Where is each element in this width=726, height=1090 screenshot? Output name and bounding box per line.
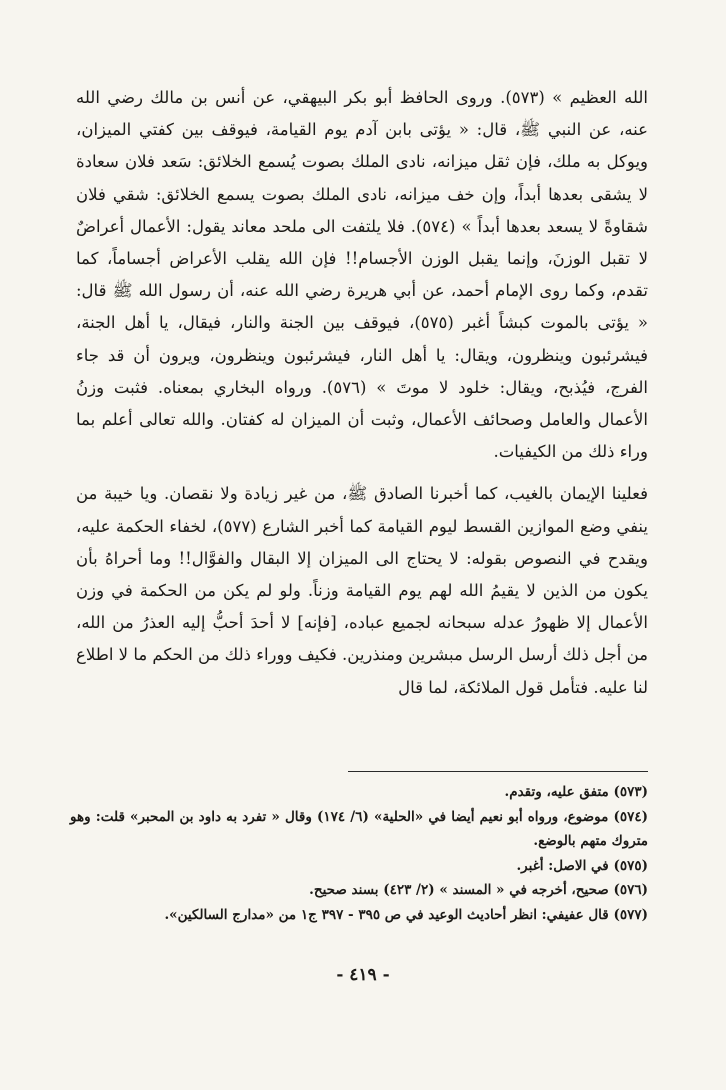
footnote-573: (٥٧٣) متفق عليه، وتقدم. xyxy=(504,784,648,800)
footnote-574: (٥٧٤) موضوع، ورواه أبو نعيم أيضا في «الحلية» (٦/ ١٧٤) وقال « تفرد به داود بن المحبر» قلت: وهو متروك متهم بالوضع. xyxy=(70,808,648,849)
footnote-577: (٥٧٧) قال عفيفي: انظر أحاديث الوعيد في ص ٣٩٥ - ٣٩٧ ج١ من «مدارج السالكين». xyxy=(164,906,648,923)
paragraph-2: فعلينا الإيمان بالغيب، كما أخبرنا الصادق ﷺ، من غير زيادة ولا نقصان. ويا خيبة من ينفي وضع الموازين القسط ليوم القيامة كما أخبر الشارع (٥٧٧)، لخفاء الحكمة عليه، ويقدح في النصوص بقوله: لا يحتاج الى الميزان إلا البقال والفوَّال!! وما أحراهُ بأن يكون من الذين لا يقيمُ الله لهم يوم القيامة وزناً. ولو لم يكن من الحكمة في وزن الأعمال إلا ظهورُ عدله سبحانه لجميع عباده، [فإنه] لا أحدَ أحبُّ إليه العذرُ من الله، من أجل ذلك أرسل الرسل مبشرين ومنذرين. فكيف ووراء ذلك من الحكم ما لا اطلاع لنا عليه. فتأمل قول الملائكة، لما قال xyxy=(76,484,648,697)
main-text xyxy=(76,82,648,704)
footnotes xyxy=(70,780,648,927)
footnote-576: (٥٧٦) صحيح، أخرجه في « المسند » (٢/ ٤٢٣) بسند صحيح. xyxy=(309,882,648,898)
footnote-divider xyxy=(348,771,648,772)
paragraph-1: الله العظيم » (٥٧٣). وروى الحافظ أبو بكر البيهقي، عن أنس بن مالك رضي الله عنه، عن النبي ﷺ، قال: « يؤتى بابن آدم يوم القيامة، فيوقف بين كفتي الميزان، ويوكل به ملك، فإن ثقل ميزانه، نادى الملك بصوت يُسمع الخلائق: سَعد فلان سعادة لا يشقى بعدها أبداً، وإن خف ميزانه، نادى الملك بصوت يسمع الخلائق: شقي فلان شقاوةً لا يسعد بعدها أبداً » (٥٧٤). فلا يلتفت الى ملحد معاند يقول: الأعمال أعراضٌ لا تقبل الوزنَ، وإنما يقبل الوزن الأجسام!! فإن الله يقلب الأعراض أجساماً، كما تقدم، وكما روى الإمام أحمد، عن أبي هريرة رضي الله عنه، أن رسول الله ﷺ قال: « يؤتى بالموت كبشاً أغبر (٥٧٥)، فيوقف بين الجنة والنار، فيقال، يا أهل الجنة، فيشرئبون وينظرون، ويقال: يا أهل النار، فيشرئبون وينظرون، ويرون أن قد جاء الفرج، فيُذبح، ويقال: خلود لا موتَ » (٥٧٦). ورواه البخاري بمعناه. فثبت وزنُ الأعمال والعامل وصحائف الأعمال، وثبت أن الميزان له كفتان. والله تعالى أعلم بما وراء ذلك من الكيفيات. xyxy=(76,88,649,462)
page-number: - ٤١٩ - xyxy=(336,965,390,985)
footnote-575: (٥٧٥) في الاصل: أغبر. xyxy=(516,857,648,874)
